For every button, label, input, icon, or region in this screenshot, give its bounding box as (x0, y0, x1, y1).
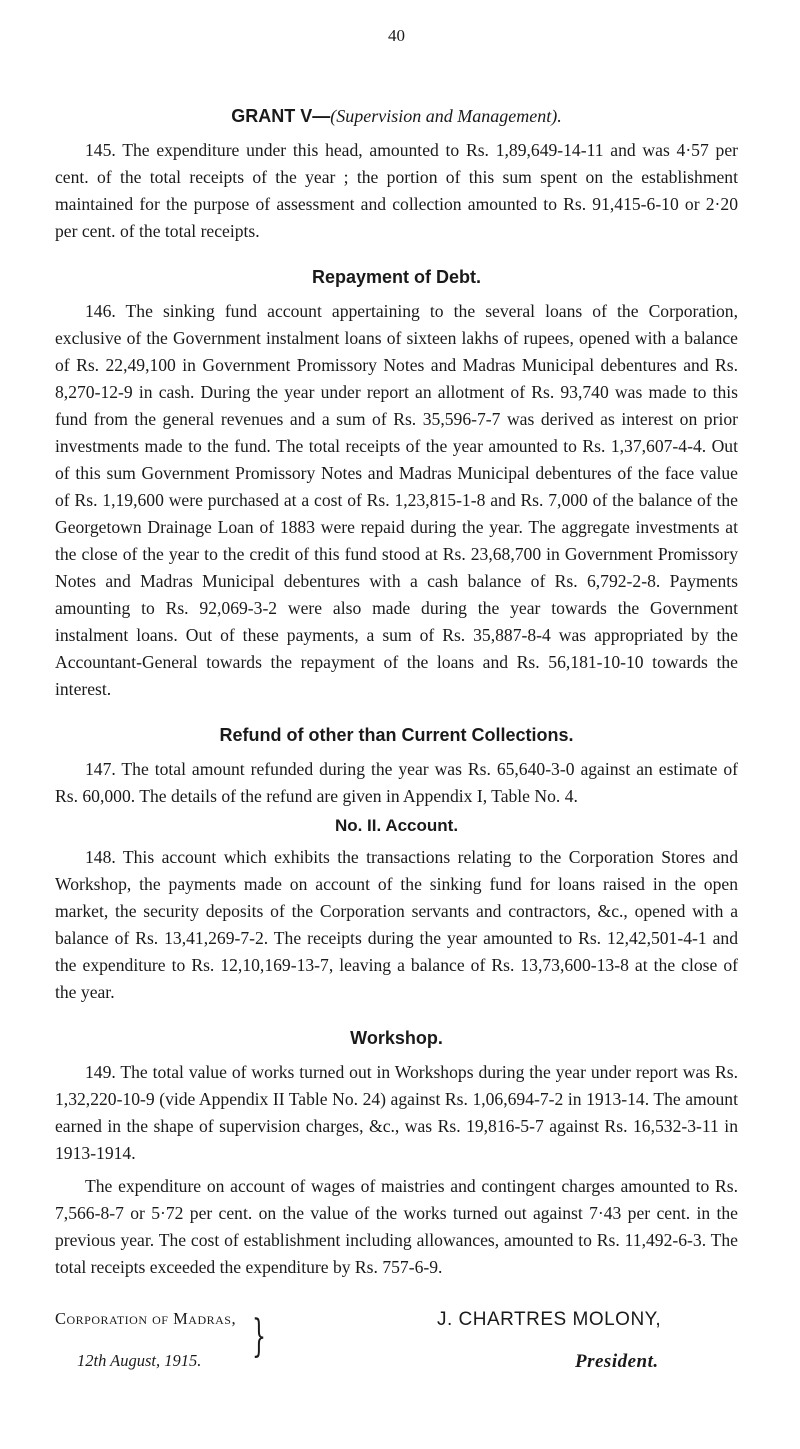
signatory-block (437, 1309, 662, 1372)
paragraph-147: 147. The total amount refunded during the year was Rs. 65,640-3-0 against an estimate of Rs. 60,000. The details of the refund are given in Appendix I, Table No. 4. (55, 759, 738, 806)
brace-glyph: } (252, 1311, 266, 1362)
signature-block (55, 1309, 738, 1419)
issuer-block (55, 1309, 255, 1371)
repayment-heading: Repayment of Debt. (311, 267, 482, 287)
account-heading: No. II. Account. (334, 816, 459, 835)
signatory-name: J. CHARTRES MOLONY, (437, 1309, 662, 1330)
paragraph-149: 149. The total value of works turned out in Workshops during the year under report was Rs. 1,32,220-10-9 (vide Appendix II Table No. 24) against Rs. 1,06,694-7-2 in 1913-14. The amount earned in the shape of supervision charges, &c., was Rs. 19,816-5-7 against Rs. 16,532-3-11 in 1913-1914. (55, 1062, 738, 1163)
grant-heading (55, 106, 738, 127)
paragraph-146: 146. The sinking fund account appertaining to the several loans of the Corporation, exclusive of the Government instalment loans of sixteen lakhs of rupees, opened with a balance of Rs. 22,49,100 in Government Promissory Notes and Madras Municipal debentures and Rs. 8,270-12-9 in cash. During the year under report an allotment of Rs. 93,740 was made to this fund from the general revenues and a sum of Rs. 35,596-7-7 was derived as interest on prior investments made to the fund. The total receipts of the year amounted to Rs. 1,37,607-4-4. Out of this sum Government Promissory Notes and Madras Municipal debentures of the face value of Rs. 1,19,600 were purchased at a cost of Rs. 1,23,815-1-8 and Rs. 7,000 of the balance of the Georgetown Drainage Loan of 1883 were repaid during the year. The aggregate investments at the close of the year to the credit of this fund stood at Rs. 23,68,700 in Government Promissory Notes and Madras Municipal debentures with a cash balance of Rs. 6,792-2-8. Payments amounting to Rs. 92,069-3-2 were also made during the year towards the Government instalment loans. Out of these payments, a sum of Rs. 35,887-8-4 was appropriated by the Accountant-General towards the repayment of the loans and Rs. 56,181-10-10 towards the interest. (55, 301, 738, 699)
page-number: 40 (388, 26, 405, 45)
grant-title: GRANT V— (231, 106, 331, 126)
refund-heading: Refund of other than Current Collections. (219, 725, 574, 745)
grant-subtitle: (Supervision and Management). (330, 106, 562, 126)
organization-name: Corporation of Madras, (55, 1309, 237, 1328)
paragraph-148: 148. This account which exhibits the transactions relating to the Corporation Stores and Workshop, the payments made on account of the sinking fund for loans raised in the open market, the security deposits of the Corporation servants and contractors, &c., opened with a balance of Rs. 13,41,269-7-2. The receipts during the year amounted to Rs. 12,42,501-4-1 and the expenditure to Rs. 12,10,169-13-7, leaving a balance of Rs. 13,73,600-13-8 at the close of the year. (55, 847, 738, 1002)
workshop-heading: Workshop. (350, 1028, 443, 1048)
paragraph-145: 145. The expenditure under this head, amounted to Rs. 1,89,649-14-11 and was 4·57 per cent. of the total receipts of the year ; the portion of this sum spent on the establishment maintained for the purpose of assessment and collection amounted to Rs. 91,415-6-10 or 2·20 per cent. of the total receipts. (55, 140, 738, 241)
signatory-title: President. (575, 1351, 659, 1372)
issue-date: 12th August, 1915. (77, 1351, 202, 1370)
paragraph-149-continued: The expenditure on account of wages of maistries and contingent charges amounted to Rs. 7,566-8-7 or 5·72 per cent. on the value of the works turned out against 7·43 per cent. in the previous year. The cost of establishment including allowances, amounted to Rs. 11,492-6-3. The total receipts exceeded the expenditure by Rs. 757-6-9. (55, 1176, 738, 1277)
